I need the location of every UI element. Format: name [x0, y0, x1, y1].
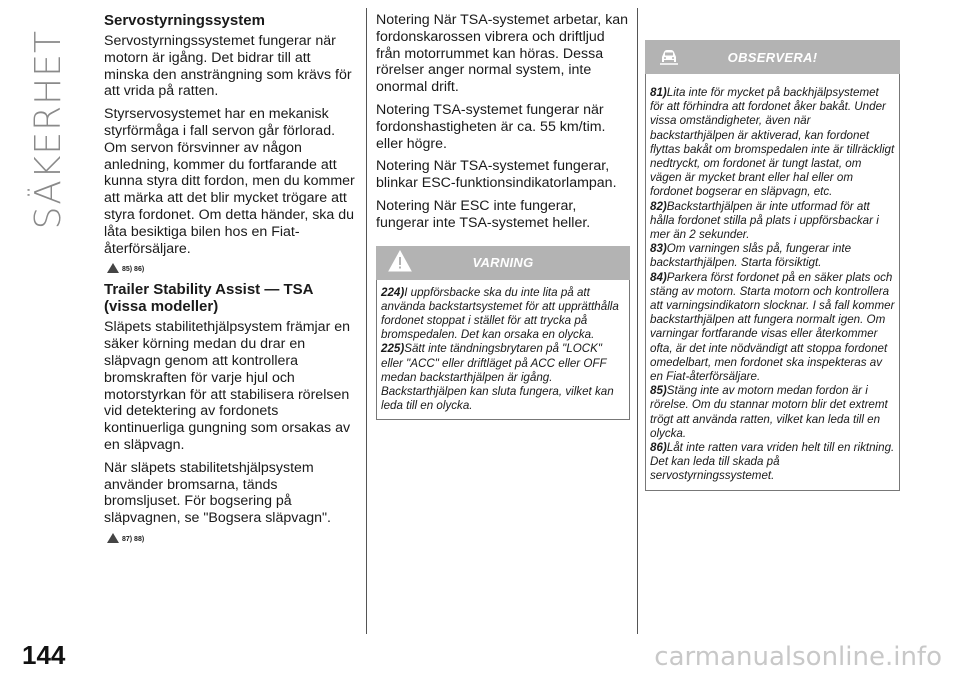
observera-header [645, 40, 900, 74]
observera-body [645, 74, 900, 491]
column-divider [637, 8, 638, 634]
warning-header [376, 246, 630, 280]
paragraph: Servostyrningssystemet fungerar när motorn är igång. Det bidrar till att minska den ansträngning som krävs för att vrida på ratten. [104, 33, 352, 100]
paragraph: När släpets stabilitetshjälpsystem använder bromsarna, tänds bromsljuset. För bogsering på släpvagnen, se "Bogsera släpvagn". [104, 459, 331, 527]
heading-tsa: Trailer Stability Assist — TSA (vissa modeller) [104, 281, 313, 316]
warning-note: 224)I uppförsbacke ska du inte lita på att använda backstartsystemet för att upprätthålla fordonet stoppat i stället för att trycka på bromspedalen. Det kan orsaka en olycka. [381, 285, 619, 342]
observera-box [645, 40, 900, 491]
heading-servostyrning: Servostyrningssystem [104, 12, 265, 29]
warning-triangle-icon [107, 533, 119, 543]
reference-numbers: 85) 86) [122, 266, 145, 274]
warning-reference [107, 533, 356, 543]
watermark: carmanualsonline.info [654, 642, 942, 672]
column-divider [366, 8, 367, 634]
warning-reference [107, 263, 356, 273]
observera-note: 82)Backstarthjälpen är inte utformad för att hålla fordonet stilla på plats i uppförsbackar i mer än 2 sekunder. [650, 199, 879, 242]
observera-note: 86)Låt inte ratten vara vriden helt till en riktning. Det kan leda till skada på servostyrningssystemet. [650, 441, 895, 483]
page-number: 144 [22, 640, 66, 670]
car-caution-icon [657, 44, 681, 68]
paragraph: Styrservosystemet har en mekanisk styrförmåga i fall servon går förlorad. Om servon försvinner av någon anledning, kommer du fortfarande att kunna styra ditt fordon, men du kommer att märka att det blir mycket trögare att styra fordonet. Om detta händer, ska du låta besiktiga bilen hos en Fiat-återförsäljare. [104, 106, 355, 257]
note-paragraph: Notering När TSA-systemet arbetar, kan fordonskarossen vibrera och driftljud från motorrummet kan höras. Dessa rörelser anger normal system, inte onormal drift. [376, 12, 629, 96]
note-paragraph: Notering När TSA-systemet fungerar, blinkar ESC-funktionsindikatorlampan. [376, 158, 617, 192]
warning-triangle-icon [388, 250, 412, 272]
observera-note: 83)Om varningen slås på, fungerar inte backstarthjälpen. Starta försiktigt. [650, 242, 852, 270]
note-paragraph: Notering TSA-systemet fungerar när fordonshastigheten är ca. 55 km/tim. eller högre. [376, 101, 606, 152]
paragraph: Släpets stabilitethjälpsystem främjar en säker körning medan du drar en släpvagn genom att kontrollera bromskraften för varje hjul och motorstyrkan för att stabilisera rörelsen vid detektering av fordonets kontinuerliga gungning som orsakas av en släpvagn. [104, 319, 351, 453]
note-paragraph: Notering När ESC inte fungerar, fungerar inte TSA-systemet heller. [376, 197, 591, 231]
observera-note: 85)Stäng inte av motorn medan fordon är i rörelse. Om du stannar motorn blir det extremt trögt att använda ratten, vilket kan leda till en olycka. [650, 384, 888, 440]
column-1 [104, 12, 356, 551]
warning-triangle-icon [107, 263, 119, 273]
warning-note: 225)Sätt inte tändningsbrytaren på "LOCK" eller "ACC" eller driftläget på ACC eller OFF medan backstarthjälpen är igång. Backstarthjälpen kan sluta fungera, vilket kan leda till en olycka. [381, 342, 614, 413]
reference-numbers: 87) 88) [122, 535, 145, 543]
observera-note: 84)Parkera först fordonet på en säker plats och stäng av motorn. Starta motorn och kontrollera att varningsindikatorn slocknar. I så fall kommer backstarthjälpen att fungera normalt igen. Om varningar fortfarande visas eller återkommer ofta, är det inte nödvändigt att stoppa fordonet omedelbart, men fordonet ska inspekteras av en Fiat-återförsäljare. [650, 270, 895, 384]
column-2 [376, 12, 630, 420]
observera-title: OBSERVERA! [727, 49, 818, 65]
column-3 [645, 40, 900, 491]
warning-body [376, 280, 630, 421]
observera-note: 81)Lita inte för mycket på backhjälpsystemet för att förhindra att fordonet åker bakåt. Under vissa omständigheter, även när backstarthjälpen är aktiverad, kan fordonet flyttas bakåt om bromspedalen inte är tillräckligt nedtryckt, om fordonet är tungt lastat, om vägen är mycket brant eller hal eller om fordonet bogserar en släpvagn, etc. [650, 86, 895, 199]
section-tab: SÄKERHET [28, 30, 69, 230]
warning-box [376, 246, 630, 421]
warning-title: VARNING [472, 255, 534, 271]
